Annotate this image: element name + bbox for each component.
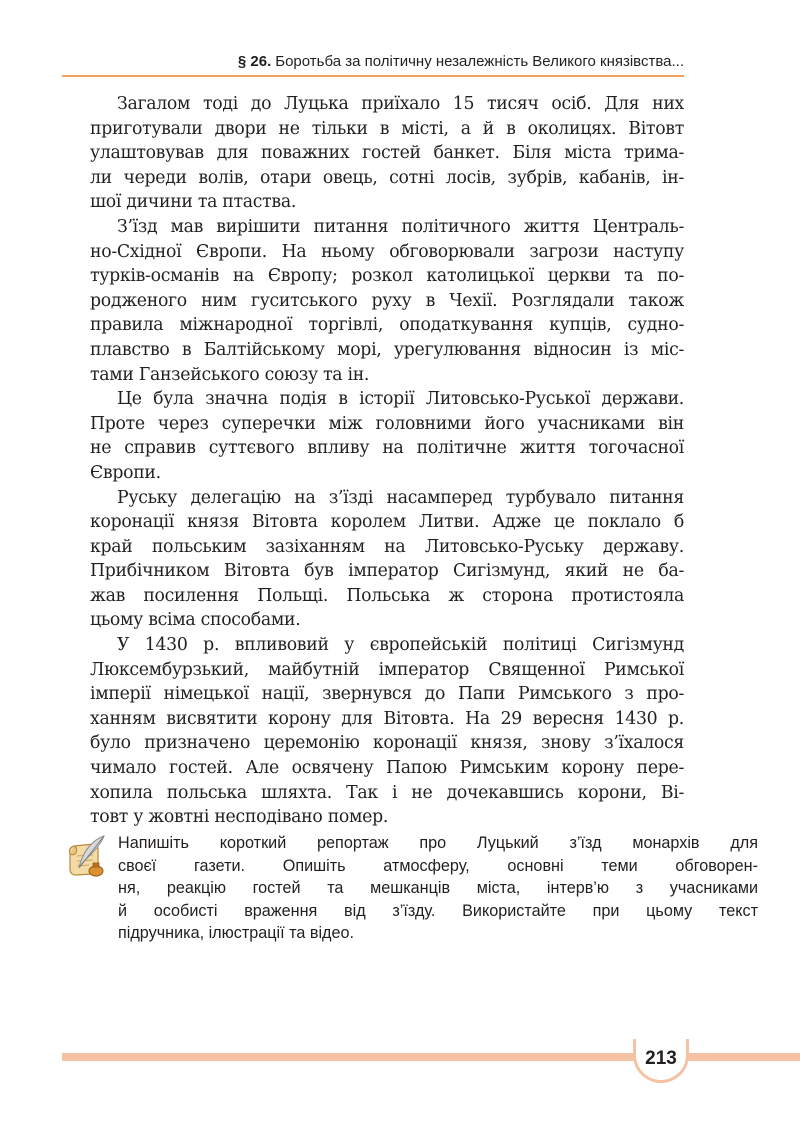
text-line: товт у жовтні несподівано помер. [90,807,389,828]
footer-bar [62,1053,800,1061]
text-line: З’їзд мав вирішити питання політичного життя Централь- [117,216,684,237]
paragraph [90,486,684,634]
text-line: підручника, ілюстрації та відео. [118,924,355,943]
text-line: Проте через суперечки між головними його учасниками він [90,413,684,434]
page-number: 213 [645,1048,677,1069]
text-line: Люксембурзький, майбутній імператор Священної Римської [90,659,684,680]
text-line: шої дичини та птаства. [90,192,297,213]
text-line: приготували двори не тільки в місті, а й в околицях. Вітовт [90,118,684,139]
text-line: не справив суттєвого впливу на політичне життя тогочасної [90,438,684,459]
page-number-badge [633,1039,689,1083]
header-divider [62,75,684,77]
text-line: улаштовував для поважних гостей банкет. Біля міста трима- [90,143,684,164]
task-text [118,832,758,945]
text-line: хопила польська шляхта. Так і не дочекавшись корони, Ві- [90,782,684,803]
text-line: тами Ганзейського союзу та ін. [90,364,370,385]
quill-and-scroll-icon [64,834,108,878]
text-line: й особисті враження від з’їзду. Використайте при цьому текст [118,901,758,920]
text-line: правила міжнародної торгівлі, оподаткування купців, судно- [90,315,684,336]
text-line: но-Східної Європи. На ньому обговорювали загрози наступу [90,241,684,262]
text-line: чимало гостей. Але освячену Папою Римським корону пере- [90,758,684,779]
text-line: Європи. [90,462,161,483]
section-number: § 26. [237,53,272,70]
text-line: коронації князя Вітовта королем Литви. Адже це поклало б [90,512,684,533]
text-line: край польським зазіханням на Литовсько-Руську державу. [90,536,684,557]
text-line: Загалом тоді до Луцька приїхало 15 тисяч осіб. Для них [117,94,684,114]
text-line: Це була значна подія в історії Литовсько-Руської держави. [117,389,684,410]
text-line: ханням висвятити корону для Вітовта. На 29 вересня 1430 р. [90,708,684,729]
text-line: плавство в Балтійському морі, урегулювання відносин із міс- [90,339,684,360]
text-line: цьому всіма способами. [90,610,301,631]
text-line: Прибічником Вітовта був імператор Сигізмунд, який не ба- [90,561,684,582]
text-line: було призначено церемонію коронації князя, знову з’їхалося [90,733,684,754]
task-box [62,832,758,943]
paragraph [90,633,684,830]
paragraph [90,387,684,485]
paragraph [90,92,684,215]
text-line: турків-османів на Європу; розкол католицької церкви та по- [90,266,684,287]
text-line: Руську делегацію на з’їзді насамперед турбувало питання [117,487,684,508]
text-line: жав посилення Польщі. Польська ж сторона протистояла [90,585,684,606]
paragraph [90,215,684,387]
text-line: ня, реакцію гостей та мешканців міста, інтерв’ю з учасниками [118,879,758,898]
text-line: У 1430 р. впливовий у європейській політиці Сигізмунд [117,635,684,656]
running-header [62,52,684,76]
text-line: своєї газети. Опишіть атмосферу, основні теми обговорен- [118,856,758,875]
text-line: імперії німецької нації, звернувся до Папи Римського з про- [90,684,684,705]
text-line: ли череди волів, отари овець, сотні лосів, зубрів, кабанів, ін- [90,167,684,188]
section-title: Боротьба за політичну незалежність Великого князівства... [275,53,684,70]
text-line: Напишіть короткий репортаж про Луцький з’їзд монархів для [118,834,758,852]
text-line: родженого ним гуситського руху в Чехії. Розглядали також [90,290,684,311]
main-text [90,92,684,830]
